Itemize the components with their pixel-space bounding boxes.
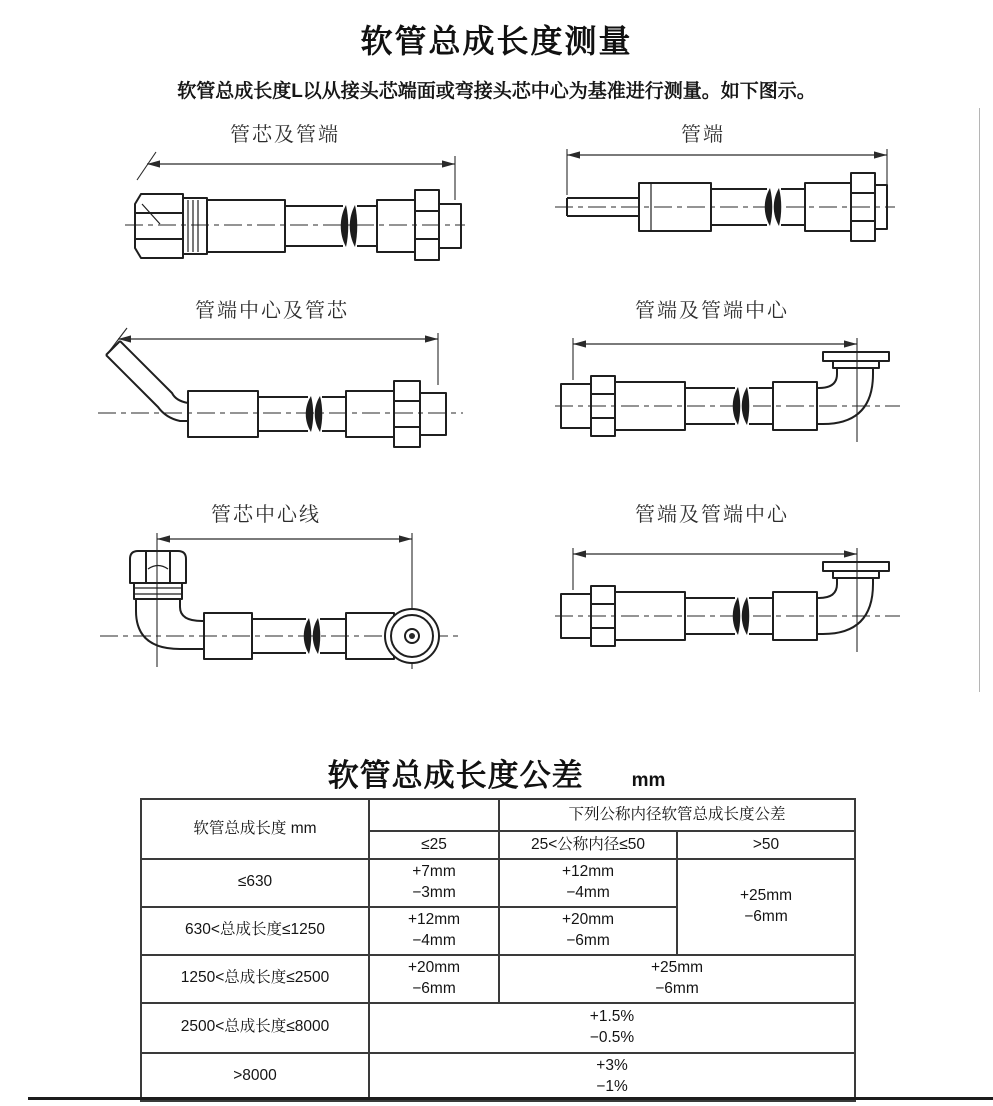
table-title-row — [0, 750, 993, 795]
tolerance-minus: −6mm — [566, 931, 610, 949]
tolerance-cell — [369, 955, 499, 1003]
dimension-line — [567, 149, 887, 201]
elbow-flange-fitting — [817, 562, 889, 634]
tolerance-cell — [677, 859, 855, 955]
hose-diagram-end-and-end-center-2 — [555, 540, 900, 660]
tolerance-minus: −1% — [596, 1077, 628, 1095]
elbow-flange-fitting — [817, 352, 889, 424]
header-bore-25-50: 25<公称内径≤50 — [499, 831, 677, 859]
table-row — [141, 1003, 855, 1053]
tolerance-minus: −0.5% — [589, 1028, 635, 1046]
hose-diagram-4-svg — [555, 330, 900, 450]
hose-diagram-3-svg — [98, 325, 463, 455]
header-empty-cell — [369, 799, 499, 831]
header-length-column: 软管总成长度 mm — [141, 799, 369, 859]
header-bore-le-25: ≤25 — [369, 831, 499, 859]
table-row — [141, 955, 855, 1003]
tolerance-minus: −4mm — [566, 883, 610, 901]
hose-diagram-core-centerline — [100, 525, 465, 677]
bottom-rule — [28, 1097, 993, 1100]
diagram-label-end-and-end-center-1: 管端及管端中心 — [635, 300, 789, 322]
table-row — [141, 1053, 855, 1101]
tolerance-plus: +12mm — [407, 910, 461, 928]
hose-body — [258, 396, 346, 432]
hose-diagram-end-center-and-core — [98, 325, 463, 455]
row-label: 630<总成长度≤1250 — [141, 907, 369, 955]
banjo-eye-fitting — [385, 609, 439, 663]
dimension-line — [108, 328, 438, 385]
bent-tube-end — [106, 341, 188, 421]
tolerance-minus: −6mm — [655, 979, 699, 997]
row-label: 2500<总成长度≤8000 — [141, 1003, 369, 1053]
table-unit-label: mm — [631, 770, 666, 791]
diagram-label-core-centerline: 管芯中心线 — [211, 504, 321, 526]
tolerance-cell — [499, 955, 855, 1003]
hose-diagram-1-svg — [125, 148, 465, 263]
tolerance-cell — [499, 859, 677, 907]
table-header-row-1 — [141, 799, 855, 831]
hose-diagram-6-svg — [555, 540, 900, 660]
hose-diagram-5-svg — [100, 525, 465, 677]
female-nut-fitting — [135, 194, 207, 258]
hose-diagram-2-svg — [555, 143, 895, 253]
table-row — [141, 859, 855, 907]
hose-body — [285, 205, 377, 247]
tolerance-cell — [369, 1003, 855, 1053]
tolerance-plus: +25mm — [650, 958, 704, 976]
elbow-nut-fitting — [130, 551, 204, 649]
diagram-label-tube-end: 管端 — [681, 124, 725, 146]
tolerance-plus: +1.5% — [589, 1007, 635, 1025]
dimension-line — [137, 152, 455, 200]
hose-diagram-tube-end — [555, 143, 895, 253]
tolerance-cell — [369, 1053, 855, 1101]
page-title: 软管总成长度测量 — [360, 23, 633, 59]
diagram-label-end-and-end-center-2: 管端及管端中心 — [635, 504, 789, 526]
row-label: >8000 — [141, 1053, 369, 1101]
header-bore-gt-50: >50 — [677, 831, 855, 859]
tolerance-plus: +7mm — [412, 863, 456, 880]
tolerance-plus: +20mm — [407, 958, 461, 976]
hose-diagram-end-and-end-center-1 — [555, 330, 900, 450]
tolerance-plus: +20mm — [561, 910, 615, 928]
row-label: 1250<总成长度≤2500 — [141, 955, 369, 1003]
male-fitting-right — [346, 381, 446, 447]
tolerance-plus: +12mm — [561, 863, 615, 880]
tolerance-cell — [369, 907, 499, 955]
tolerance-minus: −4mm — [412, 931, 456, 949]
diagram-label-end-center-and-core: 管端中心及管芯 — [195, 300, 349, 322]
tolerance-plus: +25mm — [739, 886, 793, 904]
intro-text: 软管总成长度L以从接头芯端面或弯接头芯中心为基准进行测量。如下图示。 — [177, 81, 816, 102]
tolerance-minus: −3mm — [412, 883, 456, 901]
tolerance-minus: −6mm — [744, 907, 788, 925]
diagram-label-core-and-end: 管芯及管端 — [230, 124, 340, 146]
header-span-bore-tolerance: 下列公称内径软管总成长度公差 — [499, 799, 855, 831]
tolerance-table — [140, 798, 856, 1102]
hose-diagram-core-and-end — [125, 148, 465, 263]
row-label: ≤630 — [141, 859, 369, 907]
tolerance-minus: −6mm — [412, 979, 456, 997]
table-title: 软管总成长度公差 — [327, 758, 584, 793]
tolerance-cell — [369, 859, 499, 907]
tolerance-plus: +3% — [596, 1056, 628, 1074]
page-edge-line — [979, 108, 980, 692]
hose-socket-left — [207, 200, 285, 252]
hose-socket-left — [188, 391, 258, 437]
tolerance-cell — [499, 907, 677, 955]
